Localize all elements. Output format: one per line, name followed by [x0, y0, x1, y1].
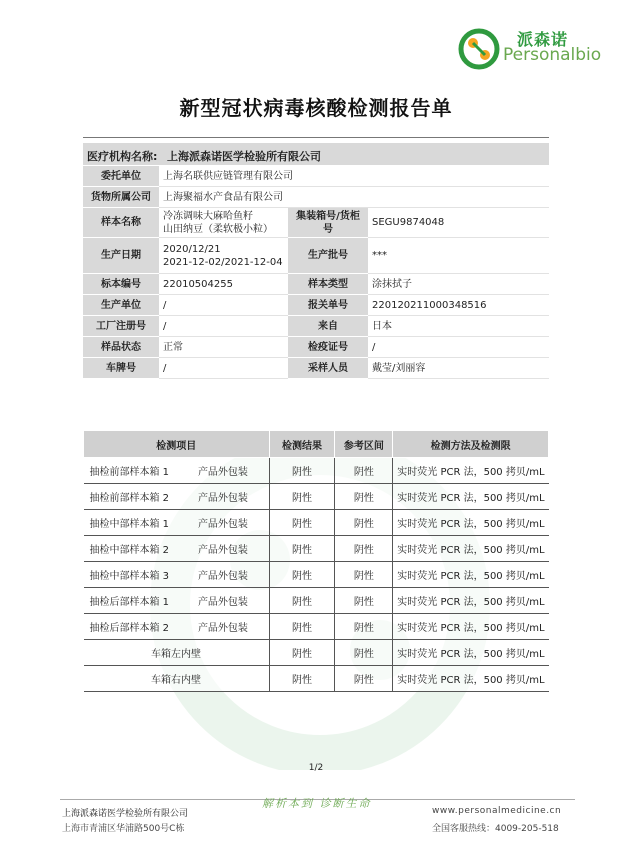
test-method: 实时荧光 PCR 法，500 拷贝/mL — [393, 562, 549, 588]
test-item: 抽检后部样本箱 2 — [84, 614, 178, 640]
test-method: 实时荧光 PCR 法，500 拷贝/mL — [393, 640, 549, 666]
sample-type-value: 涂抹拭子 — [368, 274, 549, 295]
table-row — [84, 536, 549, 562]
col-header-result: 检测结果 — [269, 431, 335, 458]
page-title: 新型冠状病毒核酸检测报告单 — [179, 96, 453, 120]
test-result: 阴性 — [269, 510, 335, 536]
test-method: 实时荧光 PCR 法，500 拷贝/mL — [393, 458, 549, 484]
info-row — [83, 187, 549, 208]
table-header-row — [84, 431, 549, 458]
test-result: 阴性 — [269, 484, 335, 510]
info-label: 生产批号 — [288, 238, 368, 274]
org-value: 上海派森诺医学检验所有限公司 — [167, 150, 321, 163]
info-row — [83, 274, 549, 295]
col-header-item: 检测项目 — [84, 431, 270, 458]
test-part: 产品外包装 — [177, 614, 269, 640]
sample-no-value: 22010504255 — [159, 274, 288, 295]
info-row — [83, 208, 549, 238]
test-ref: 阴性 — [335, 614, 393, 640]
client-value: 上海名联供应链管理有限公司 — [159, 166, 549, 187]
test-method: 实时荧光 PCR 法，500 拷贝/mL — [393, 510, 549, 536]
footer-hotline: 全国客服热线：4009-205-518 — [432, 824, 559, 834]
info-row — [83, 316, 549, 337]
quarantine-value: / — [368, 337, 549, 358]
info-row — [83, 166, 549, 187]
test-item: 车箱左内壁 — [84, 640, 270, 666]
brand-logo-icon — [457, 28, 501, 70]
info-label: 生产日期 — [83, 238, 159, 274]
page-number: 1/2 — [308, 763, 324, 773]
table-row — [84, 484, 549, 510]
test-ref: 阴性 — [335, 484, 393, 510]
table-row — [84, 614, 549, 640]
brand-name-cn: 派森诺 — [517, 30, 569, 49]
info-label: 集装箱号/货柜号 — [288, 208, 368, 238]
table-row — [84, 510, 549, 536]
info-label: 样品状态 — [83, 337, 159, 358]
test-item: 抽检后部样本箱 1 — [84, 588, 178, 614]
info-label: 工厂注册号 — [83, 316, 159, 337]
test-ref: 阴性 — [335, 458, 393, 484]
info-label: 车牌号 — [83, 358, 159, 379]
info-label: 检疫证号 — [288, 337, 368, 358]
test-result: 阴性 — [269, 614, 335, 640]
info-label: 标本编号 — [83, 274, 159, 295]
test-item: 抽检中部样本箱 1 — [84, 510, 178, 536]
footer-company: 上海派森诺医学检验所有限公司 — [62, 809, 189, 819]
batch-value: *** — [368, 238, 549, 274]
info-label: 样本类型 — [288, 274, 368, 295]
test-ref: 阴性 — [335, 640, 393, 666]
customs-value: 220120211000348516 — [368, 295, 549, 316]
producer-value: / — [159, 295, 288, 316]
test-item: 车箱右内壁 — [84, 666, 270, 692]
test-part: 产品外包装 — [177, 588, 269, 614]
state-value: 正常 — [159, 337, 288, 358]
table-row — [84, 458, 549, 484]
col-header-ref: 参考区间 — [335, 431, 393, 458]
info-row — [83, 238, 549, 274]
info-label: 采样人员 — [288, 358, 368, 379]
test-part: 产品外包装 — [177, 510, 269, 536]
test-ref: 阴性 — [335, 666, 393, 692]
test-part: 产品外包装 — [177, 562, 269, 588]
test-result: 阴性 — [269, 640, 335, 666]
test-ref: 阴性 — [335, 536, 393, 562]
owner-value: 上海聚福水产食品有限公司 — [159, 187, 549, 208]
test-method: 实时荧光 PCR 法，500 拷贝/mL — [393, 484, 549, 510]
test-part: 产品外包装 — [177, 458, 269, 484]
test-method: 实时荧光 PCR 法，500 拷贝/mL — [393, 666, 549, 692]
origin-value: 日本 — [368, 316, 549, 337]
info-row — [83, 295, 549, 316]
test-item: 抽检前部样本箱 1 — [84, 458, 178, 484]
test-result: 阴性 — [269, 666, 335, 692]
table-row — [84, 588, 549, 614]
sampler-value: 戴莹/刘丽容 — [368, 358, 549, 379]
table-row — [84, 666, 549, 692]
info-label: 生产单位 — [83, 295, 159, 316]
test-method: 实时荧光 PCR 法，500 拷贝/mL — [393, 536, 549, 562]
brand-name-en: Personalbio — [503, 45, 602, 65]
test-method: 实时荧光 PCR 法，500 拷贝/mL — [393, 588, 549, 614]
footer-slogan: 解析本到 诊断生命 — [262, 797, 372, 810]
footer-address: 上海市青浦区华浦路500号C栋 — [62, 824, 185, 834]
test-part: 产品外包装 — [177, 536, 269, 562]
test-ref: 阴性 — [335, 562, 393, 588]
test-method: 实时荧光 PCR 法，500 拷贝/mL — [393, 614, 549, 640]
sample-name-value: 冷冻调味大麻哈鱼籽 山田纳豆（柔软极小粒） — [159, 208, 288, 238]
col-header-method: 检测方法及检测限 — [393, 431, 549, 458]
table-row — [84, 640, 549, 666]
info-table — [83, 166, 549, 379]
prod-date-value: 2020/12/21 2021-12-02/2021-12-04 — [159, 238, 288, 274]
info-row — [83, 358, 549, 379]
info-label: 报关单号 — [288, 295, 368, 316]
info-row — [83, 337, 549, 358]
footer-website: www.personalmedicine.cn — [432, 806, 562, 816]
info-label: 样本名称 — [83, 208, 159, 238]
test-part: 产品外包装 — [177, 484, 269, 510]
plate-value: / — [159, 358, 288, 379]
info-label: 委托单位 — [83, 166, 159, 187]
org-label: 医疗机构名称: — [87, 150, 158, 163]
container-value: SEGU9874048 — [368, 208, 549, 238]
test-ref: 阴性 — [335, 588, 393, 614]
test-item: 抽检中部样本箱 2 — [84, 536, 178, 562]
factory-value: / — [159, 316, 288, 337]
info-label: 来自 — [288, 316, 368, 337]
test-item: 抽检前部样本箱 2 — [84, 484, 178, 510]
test-result: 阴性 — [269, 562, 335, 588]
divider — [83, 137, 549, 138]
test-results-table — [83, 430, 549, 692]
test-result: 阴性 — [269, 458, 335, 484]
test-result: 阴性 — [269, 536, 335, 562]
info-label: 货物所属公司 — [83, 187, 159, 208]
test-result: 阴性 — [269, 588, 335, 614]
table-row — [84, 562, 549, 588]
test-item: 抽检中部样本箱 3 — [84, 562, 178, 588]
test-ref: 阴性 — [335, 510, 393, 536]
org-row — [83, 143, 549, 165]
